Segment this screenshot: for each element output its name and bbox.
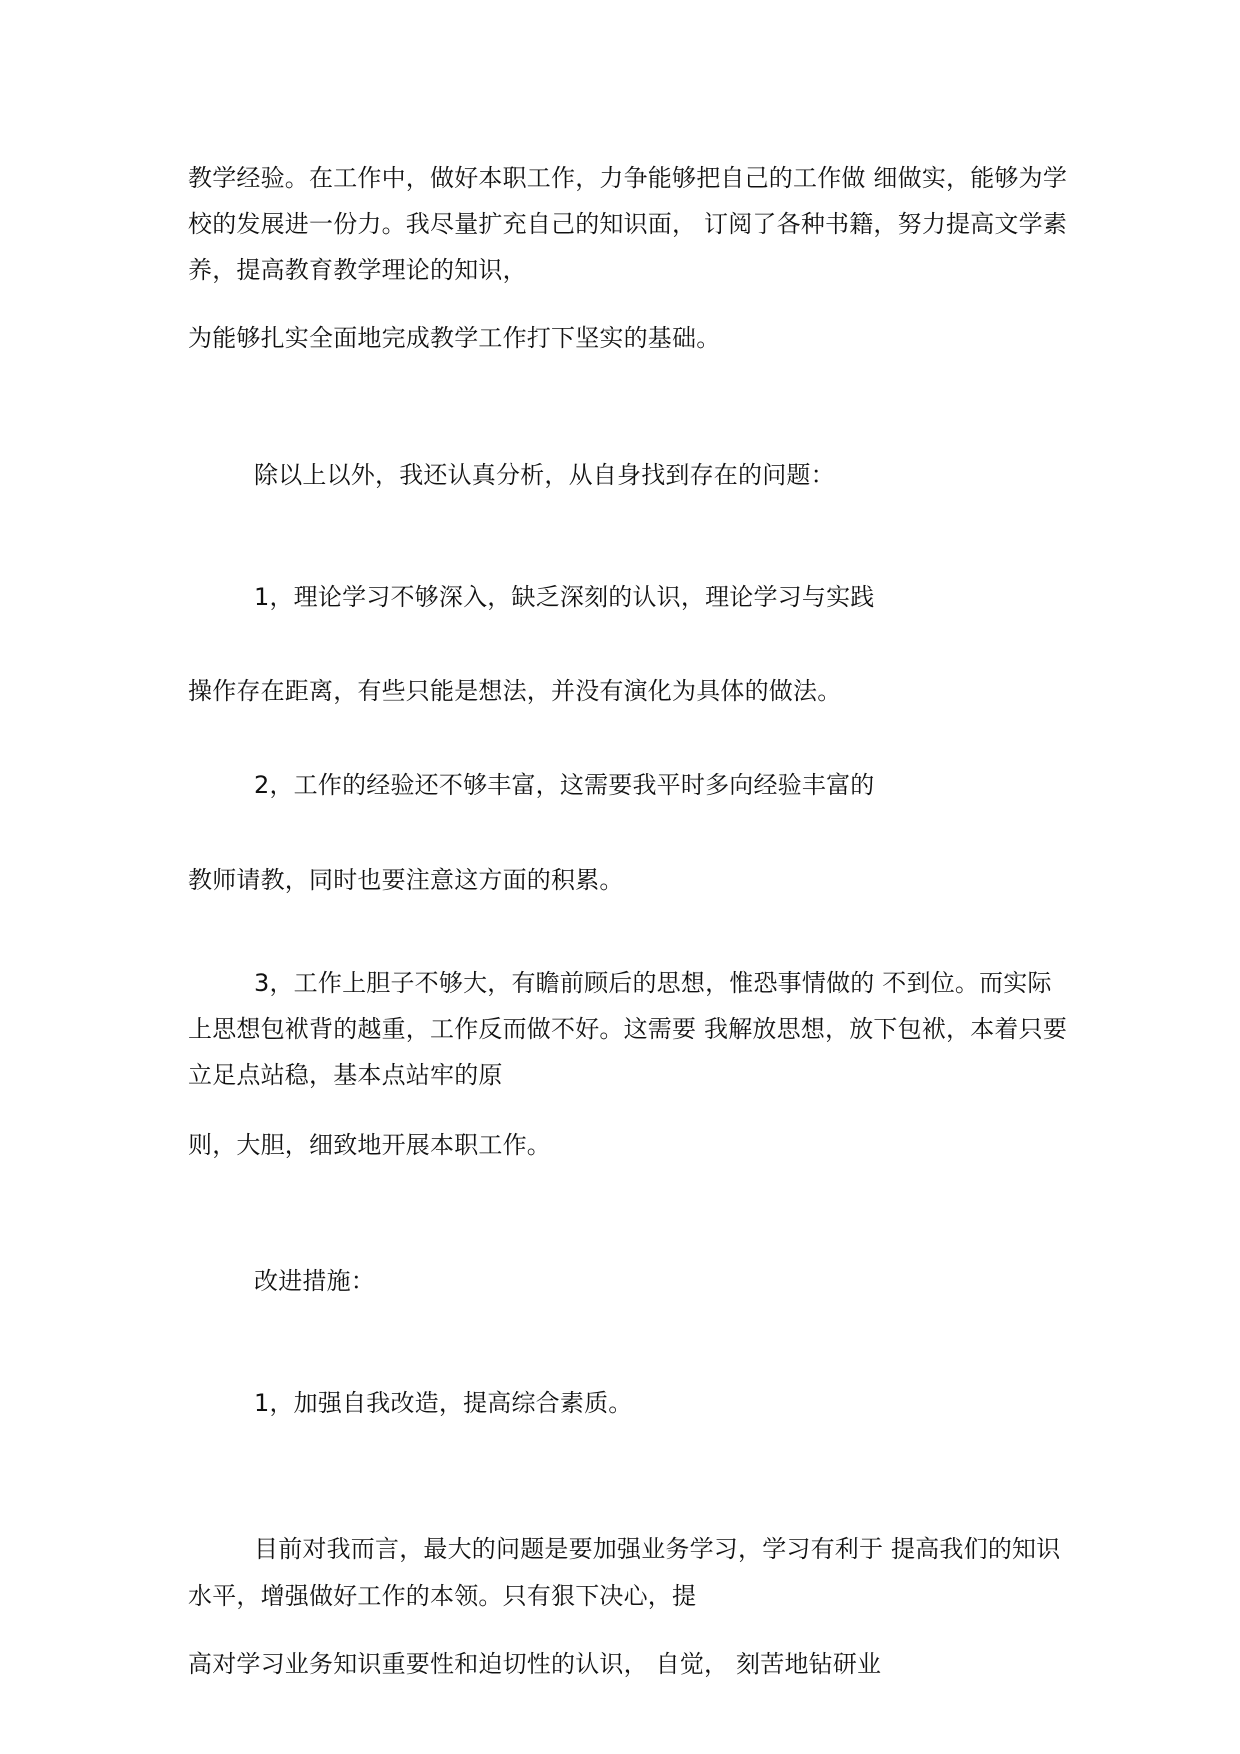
text-line: 上思想包袱背的越重，工作反而做不好。这需要 我解放思想，放下包袱，本着只要 [188,1015,1068,1043]
text-line: 则，大胆，细致地开展本职工作。 [188,1131,551,1159]
text-line: 除以上以外，我还认真分析，从自身找到存在的问题： [254,461,835,489]
text-line: 水平，增强做好工作的本领。只有狠下决心，提 [188,1582,697,1610]
text-line: 教学经验。在工作中，做好本职工作，力争能够把自己的工作做 细做实，能够为学 [188,164,1068,192]
text-line: 1，加强自我改造，提高综合素质。 [254,1389,633,1417]
text-line: 目前对我而言，最大的问题是要加强业务学习，学习有利于 提高我们的知识 [254,1535,1061,1563]
text-line: 校的发展进一份力。我尽量扩充自己的知识面， 订阅了各种书籍，努力提高文学素 [188,210,1068,238]
text-line: 3，工作上胆子不够大，有瞻前顾后的思想，惟恐事情做的 不到位。而实际 [254,969,1052,997]
text-line: 立足点站稳，基本点站牢的原 [188,1061,503,1089]
text-line: 养，提高教育教学理论的知识， [188,256,527,284]
text-line: 操作存在距离，有些只能是想法，并没有演化为具体的做法。 [188,677,842,705]
text-line: 为能够扎实全面地完成教学工作打下坚实的基础。 [188,324,721,352]
text-line: 2，工作的经验还不够丰富，这需要我平时多向经验丰富的 [254,771,875,799]
text-line: 教师请教，同时也要注意这方面的积累。 [188,866,624,894]
text-line: 高对学习业务知识重要性和迫切性的认识， 自觉， 刻苦地钻研业 [188,1650,882,1678]
text-line: 1，理论学习不够深入，缺乏深刻的认识，理论学习与实践 [254,583,875,611]
text-line: 改进措施： [254,1267,375,1295]
